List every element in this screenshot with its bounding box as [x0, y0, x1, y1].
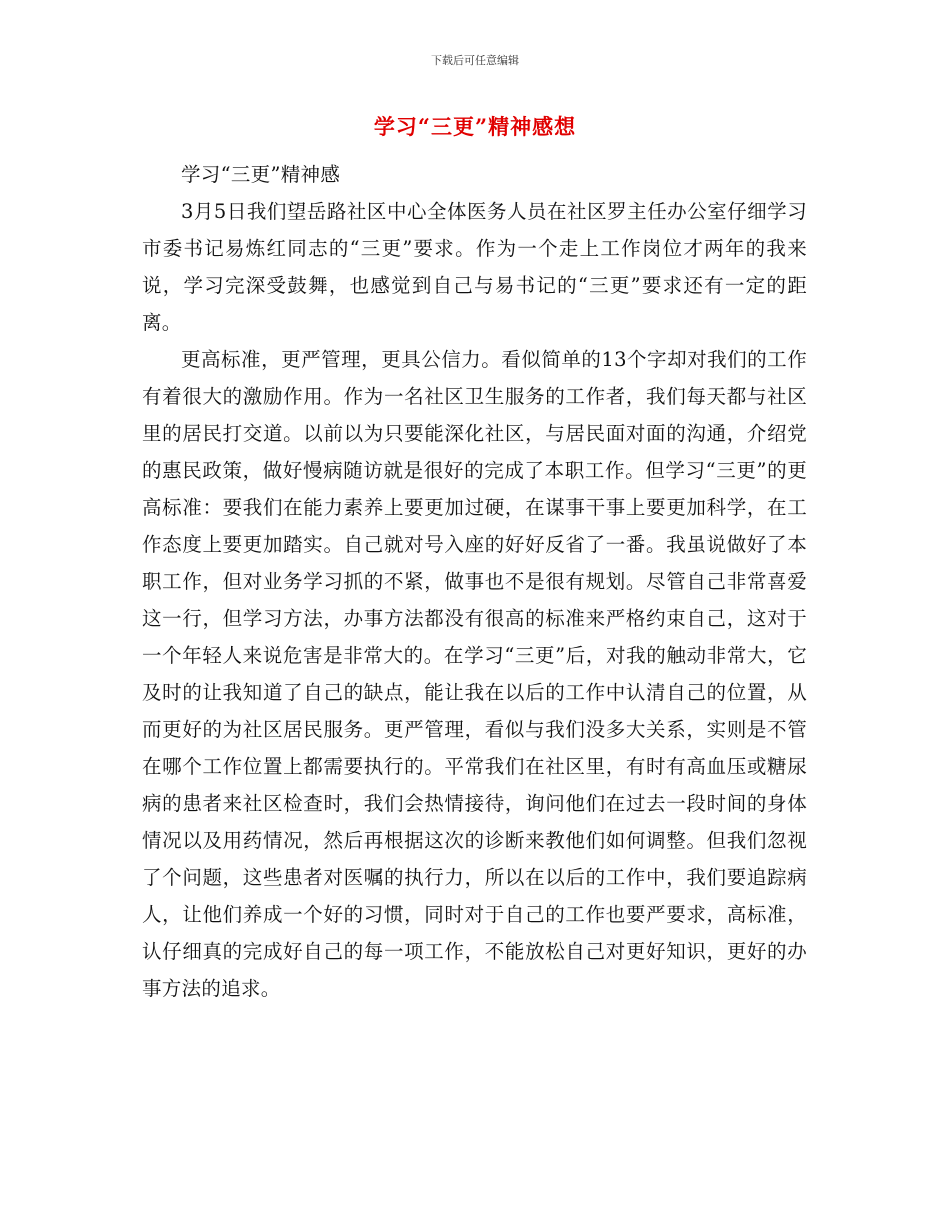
page-header-note: 下载后可任意编辑: [431, 54, 519, 67]
subtitle-paragraph: 学习“三更”精神感: [181, 163, 341, 186]
document-title: 学习“三更”精神感想: [373, 114, 577, 139]
main-paragraph: 更高标准，更严管理，更具公信力。看似简单的13个字却对我们的工作有着很大的激励作用。作为一名社区卫生服务的工作者，我们每天都与社区里的居民打交道。以前以为只要能深化社区，与居民面对面的沟通，介绍党的惠民政策，做好慢病随访就是很好的完成了本职工作。但学习“三更”的更高标准：要我们在能力素养上要更加过硬，在谋事干事上要更加科学，在工作态度上要更加踏实。自己就对号入座的好好反省了一番。我虽说做好了本职工作，但对业务学习抓的不紧，做事也不是很有规划。尽管自己非常喜爱这一行，但学习方法，办事方法都没有很高的标准来严格约束自己，这对于一个年轻人来说危害是非常大的。在学习“三更”后，对我的触动非常大，它及时的让我知道了自己的缺点，能让我在以后的工作中认清自己的位置，从而更好的为社区居民服务。更严管理，看似与我们没多大关系，实则是不管在哪个工作位置上都需要执行的。平常我们在社区里，有时有高血压或糖尿病的患者来社区检查时，我们会热情接待，询问他们在过去一段时间的身体情况以及用药情况，然后再根据这次的诊断来教他们如何调整。但我们忽视了个问题，这些患者对医嘱的执行力，所以在以后的工作中，我们要追踪病人，让他们养成一个好的习惯，同时对于自己的工作也要严要求，高标准，认仔细真的完成好自己的每一项工作，不能放松自己对更好知识，更好的办事方法的追求。: [142, 348, 807, 1000]
document-body: [142, 156, 807, 1007]
intro-paragraph: 3月5日我们望岳路社区中心全体医务人员在社区罗主任办公室仔细学习市委书记易炼红同志的“三更”要求。作为一个走上工作岗位才两年的我来说，学习完深受鼓舞，也感觉到自己与易书记的“三更”要求还有一定的距离。: [142, 200, 807, 334]
